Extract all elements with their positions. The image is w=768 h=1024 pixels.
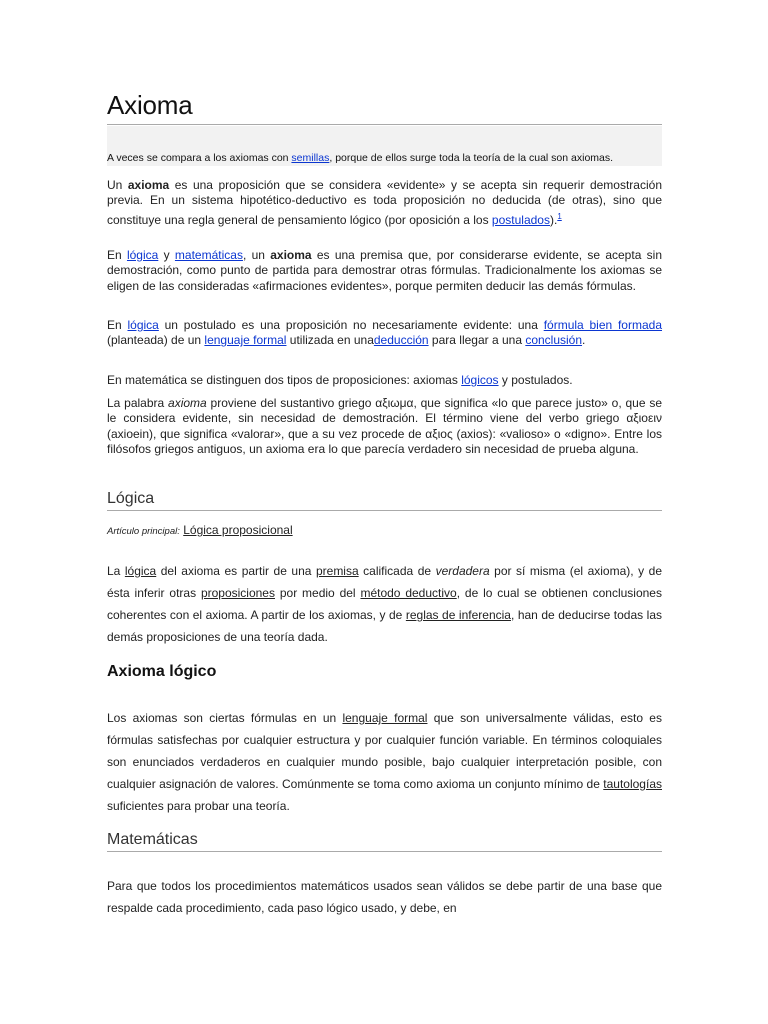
- text: por sí misma (el axioma), y de ésta inferir otras: [107, 564, 662, 600]
- semillas-link[interactable]: semillas: [291, 152, 330, 164]
- logica-link[interactable]: lógica: [124, 564, 157, 578]
- reference-link[interactable]: 1: [557, 211, 562, 221]
- text: , han de deducirse todas las demás proposiciones de una teoría dada.: [107, 608, 662, 644]
- lenguaje-formal-link[interactable]: lenguaje formal: [342, 711, 428, 725]
- paragraph-logica-axioma: [107, 560, 662, 648]
- logica-link[interactable]: lógica: [127, 318, 159, 332]
- premisa-link[interactable]: premisa: [315, 564, 359, 578]
- text: , un: [242, 248, 271, 262]
- logicos-link[interactable]: lógicos: [461, 373, 499, 387]
- italic-term: verdadera: [435, 564, 490, 578]
- section-heading-matematicas: Matemáticas: [107, 831, 198, 848]
- paragraph-intro: [107, 178, 662, 228]
- hatnote-text-after: , porque de ellos surge toda la teoría de la cual son axiomas.: [329, 152, 614, 164]
- text: proviene del sustantivo griego αξιωμα, que significa «lo que parece justo» o, que se le considera evidente, sin necesidad de demostración. El término viene del verbo griego αξιοειν (axioein), que significa «valorar», que a su vez procede de αξιος (axios): «valioso» o «digno». Entre los filósofos griegos antiguos, un axioma era lo que parecía verdadero sin necesidad de prueba alguna.: [107, 396, 663, 456]
- text: En: [107, 248, 127, 262]
- main-article-note: [107, 523, 293, 537]
- main-article-label: Artículo principal:: [107, 526, 180, 537]
- section-divider: [107, 851, 662, 852]
- logica-link[interactable]: lógica: [126, 248, 159, 262]
- bold-term: axioma: [270, 248, 312, 262]
- text: Para que todos los procedimientos matemáticos usados sean válidos se debe partir de una base que respalde cada procedimiento, cada paso lógico usado, y debe, en: [107, 879, 662, 915]
- reglas-de-inferencia-link[interactable]: reglas de inferencia: [405, 608, 511, 622]
- paragraph-logic-math: [107, 248, 662, 294]
- formula-bien-formada-link[interactable]: fórmula bien formada: [543, 318, 662, 332]
- text: por medio del: [274, 586, 361, 600]
- text: (planteada) de un: [107, 333, 205, 348]
- text: .: [582, 333, 586, 348]
- text: calificada de: [358, 564, 436, 578]
- metodo-deductivo-link[interactable]: método deductivo: [360, 586, 457, 600]
- paragraph-matematicas: [107, 875, 662, 919]
- title-divider: [107, 124, 662, 125]
- text: del axioma es partir de una: [156, 564, 316, 578]
- matematicas-link[interactable]: matemáticas: [174, 248, 243, 262]
- logica-proposicional-link[interactable]: Lógica proposicional: [183, 523, 293, 537]
- italic-term: axioma: [168, 396, 207, 410]
- proposiciones-link[interactable]: proposiciones: [200, 586, 275, 600]
- text: para llegar a una: [428, 333, 526, 348]
- subsection-heading-axioma-logico: Axioma lógico: [107, 663, 217, 680]
- deduccion-link[interactable]: deducción: [373, 333, 429, 348]
- section-divider: [107, 510, 662, 511]
- text: La palabra: [107, 396, 169, 410]
- text: La: [107, 564, 125, 578]
- tautologias-link[interactable]: tautologías: [603, 777, 662, 791]
- paragraph-etimologia: [107, 396, 662, 457]
- text: Un: [107, 178, 128, 192]
- text: suficientes para probar una teoría.: [107, 799, 290, 813]
- text: , de lo cual se obtienen conclusiones coherentes con el axioma. A partir de los axiomas, y de: [107, 586, 662, 622]
- text: y: [158, 248, 175, 262]
- text: En: [107, 318, 128, 332]
- text: Los axiomas son ciertas fórmulas en un: [107, 711, 343, 725]
- section-heading-logica: Lógica: [107, 490, 155, 507]
- text: ).: [549, 212, 558, 227]
- lenguaje-formal-link[interactable]: lenguaje formal: [204, 333, 287, 348]
- text: En matemática se distinguen dos tipos de proposiciones: axiomas: [107, 373, 462, 387]
- text: y postulados.: [498, 373, 573, 387]
- text: un postulado es una proposición no necesariamente evidente: una: [158, 318, 544, 332]
- text: que son universalmente válidas, esto es fórmulas satisfechas por cualquier estructura y por cualquier función variable. En términos coloquiales son enunciados verdaderos en cualquier mundo posible, bajo cualquier interpretación posible, con cualquier asignación de valores. Comúnmente se toma como axioma un conjunto mínimo de: [107, 711, 662, 791]
- bold-term: axioma: [127, 178, 170, 192]
- postulados-link[interactable]: postulados: [491, 212, 550, 227]
- page-title: Axioma: [107, 90, 193, 120]
- hatnote: [107, 126, 662, 166]
- hatnote-text-before: A veces se compara a los axiomas con: [107, 152, 292, 164]
- text: utilizada en una: [286, 333, 374, 348]
- paragraph-postulado: [107, 318, 662, 349]
- conclusion-link[interactable]: conclusión: [525, 333, 583, 348]
- paragraph-tipos: [107, 373, 662, 388]
- text: es una proposición que se considera «evidente» y se acepta sin requerir demostración previa. En un sistema hipotético-deductivo es toda proposición no deducida (de otras), sino que constituye una regla general de pensamiento lógico (por oposición a los: [107, 178, 662, 227]
- text: es una premisa que, por considerarse evidente, se acepta sin demostración, como punto de partida para demostrar otras fórmulas. Tradicionalmente los axiomas se eligen de las consideradas «afirmaciones evidentes», porque permiten deducir las demás fórmulas.: [107, 248, 662, 293]
- paragraph-axioma-logico: [107, 707, 662, 817]
